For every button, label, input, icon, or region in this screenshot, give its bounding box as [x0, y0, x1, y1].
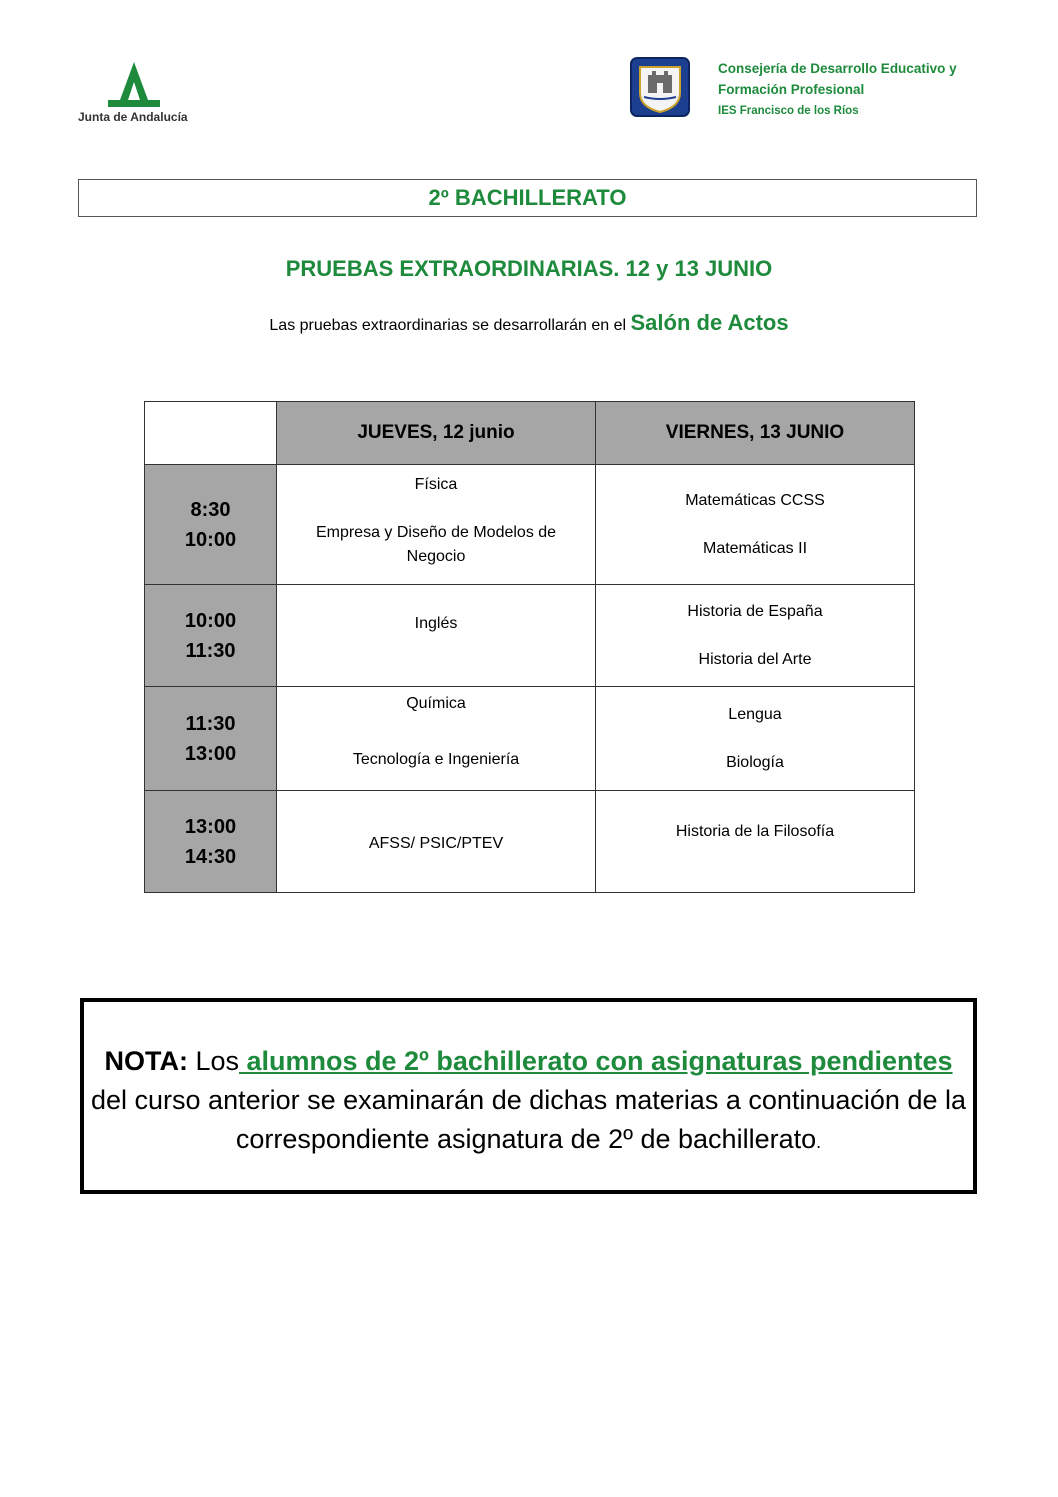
- course-title-box: [78, 179, 977, 217]
- thursday-cell: [277, 791, 596, 893]
- department-line-2: Formación Profesional: [718, 82, 865, 97]
- table-row: [145, 687, 915, 791]
- course-title: 2º BACHILLERATO: [428, 185, 627, 210]
- note-highlight: alumnos de 2º bachillerato con asignaturas pendientes: [238, 1046, 953, 1076]
- subject: Inglés: [414, 614, 458, 632]
- time-slot: [145, 687, 277, 791]
- time-start: 10:00: [184, 609, 237, 632]
- time-start: 8:30: [190, 498, 231, 521]
- time-end: 13:00: [184, 742, 237, 765]
- junta-andalucia-logo: [78, 60, 198, 130]
- corner-cell: [145, 402, 277, 465]
- note-text-2: del curso anterior se examinarán de dichas materias a continuación de la correspondiente asignatura de 2º de bachillerato: [91, 1085, 966, 1154]
- time-end: 10:00: [184, 528, 237, 551]
- subject: Tecnología e Ingeniería: [352, 750, 520, 768]
- table-row: [145, 465, 915, 585]
- subject: Química: [406, 694, 466, 712]
- thursday-cell: [277, 465, 596, 585]
- location-line: [0, 310, 1058, 336]
- time-slot: [145, 465, 277, 585]
- table-header-row: [145, 402, 915, 465]
- time-slot: [145, 791, 277, 893]
- note-text-1: Los: [187, 1046, 239, 1076]
- tests-title: PRUEBAS EXTRAORDINARIAS. 12 y 13 JUNIO: [285, 256, 773, 281]
- note-end: .: [816, 1132, 822, 1152]
- day-header-thursday: JUEVES, 12 junio: [277, 402, 596, 465]
- note-box: [80, 998, 977, 1194]
- location-place: Salón de Actos: [630, 310, 789, 335]
- school-crest-icon: [630, 57, 690, 117]
- thursday-cell: [277, 687, 596, 791]
- time-end: 11:30: [185, 639, 236, 662]
- subject: Historia de España: [687, 602, 823, 620]
- department-header: [718, 58, 957, 119]
- subject: Matemáticas CCSS: [685, 491, 825, 509]
- friday-cell: [596, 687, 915, 791]
- friday-cell: [596, 585, 915, 687]
- day-header-friday: VIERNES, 13 JUNIO: [596, 402, 915, 465]
- subject: Lengua: [728, 705, 782, 723]
- subject: Biología: [726, 753, 784, 771]
- location-text: Las pruebas extraordinarias se desarrollarán en el: [269, 317, 627, 334]
- school-name: IES Francisco de los Ríos: [718, 105, 859, 117]
- note-text: [84, 1030, 973, 1162]
- friday-cell: [596, 465, 915, 585]
- time-slot: [145, 585, 277, 687]
- note-label: NOTA:: [104, 1046, 188, 1076]
- subject: Física: [414, 475, 458, 493]
- time-end: 14:30: [184, 845, 237, 868]
- subject: Historia del Arte: [698, 650, 812, 668]
- logo-text: Junta de Andalucía: [78, 110, 188, 124]
- friday-cell: [596, 791, 915, 893]
- subject: Historia de la Filosofía: [675, 822, 835, 840]
- time-start: 11:30: [185, 712, 236, 735]
- department-line-1: Consejería de Desarrollo Educativo y: [718, 61, 957, 76]
- table-row: [145, 585, 915, 687]
- subject: Matemáticas II: [702, 539, 808, 557]
- thursday-cell: [277, 585, 596, 687]
- exam-schedule-table: [144, 401, 915, 893]
- table-row: [145, 791, 915, 893]
- subject: AFSS/ PSIC/PTEV: [368, 834, 504, 852]
- time-start: 13:00: [184, 815, 237, 838]
- subject: Empresa y Diseño de Modelos de Negocio: [315, 523, 557, 565]
